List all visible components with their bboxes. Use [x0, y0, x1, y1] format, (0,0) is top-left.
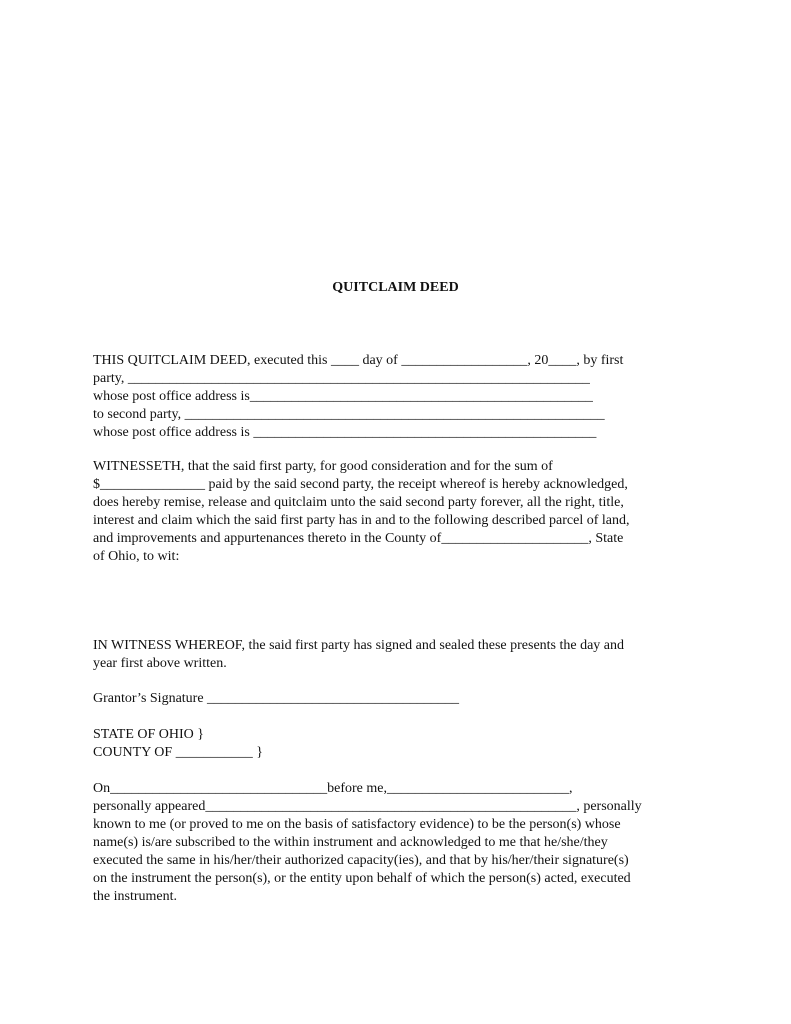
witnesseth-line: does hereby remise, release and quitclaim unto the said second party forever, all the right, title,: [93, 495, 624, 510]
witnesseth-line: WITNESSETH, that the said first party, for good consideration and for the sum of: [93, 459, 553, 474]
witnesseth-line: $_______________ paid by the said second party, the receipt whereof is hereby acknowledged,: [93, 477, 628, 492]
witnesseth-paragraph: [93, 458, 630, 566]
opening-line: whose post office address is_________________________________________________: [93, 389, 593, 404]
in-witness-line: IN WITNESS WHEREOF, the said first party has signed and sealed these presents the day and: [93, 638, 625, 653]
document-title: QUITCLAIM DEED: [332, 280, 459, 295]
acknowledgment-line: executed the same in his/her/their authorized capacity(ies), and that by his/her/their signature(s): [93, 853, 629, 868]
county-line: COUNTY OF ___________ }: [93, 745, 263, 760]
state-county-block: [93, 726, 263, 762]
opening-line: to second party, ____________________________________________________________: [93, 407, 605, 422]
opening-line: THIS QUITCLAIM DEED, executed this ____ day of __________________, 20____, by first: [93, 353, 624, 368]
opening-line: party, __________________________________________________________________: [93, 371, 590, 386]
acknowledgment-line: known to me (or proved to me on the basis of satisfactory evidence) to be the person(s) whose: [93, 817, 621, 832]
acknowledgment-line: on the instrument the person(s), or the entity upon behalf of which the person(s) acted, executed: [93, 871, 631, 886]
witnesseth-line: interest and claim which the said first party has in and to the following described parcel of land,: [93, 513, 630, 528]
acknowledgment-line: On_______________________________before me,__________________________,: [93, 781, 573, 796]
witnesseth-line: and improvements and appurtenances thereto in the County of_____________________, State: [93, 531, 624, 546]
in-witness-paragraph: [93, 637, 624, 673]
acknowledgment-line: the instrument.: [93, 889, 177, 904]
state-line: STATE OF OHIO }: [93, 727, 204, 742]
opening-line: whose post office address is _________________________________________________: [93, 425, 597, 440]
acknowledgment-paragraph: [93, 780, 642, 906]
grantor-signature: Grantor’s Signature ____________________________________: [93, 691, 460, 706]
acknowledgment-line: name(s) is/are subscribed to the within instrument and acknowledged to me that he/she/they: [93, 835, 608, 850]
in-witness-line: year first above written.: [93, 656, 227, 671]
opening-paragraph: [93, 352, 623, 442]
witnesseth-line: of Ohio, to wit:: [93, 549, 180, 564]
grantor-signature-line: [93, 690, 459, 708]
acknowledgment-line: personally appeared_____________________________________________________, personally: [93, 799, 642, 814]
